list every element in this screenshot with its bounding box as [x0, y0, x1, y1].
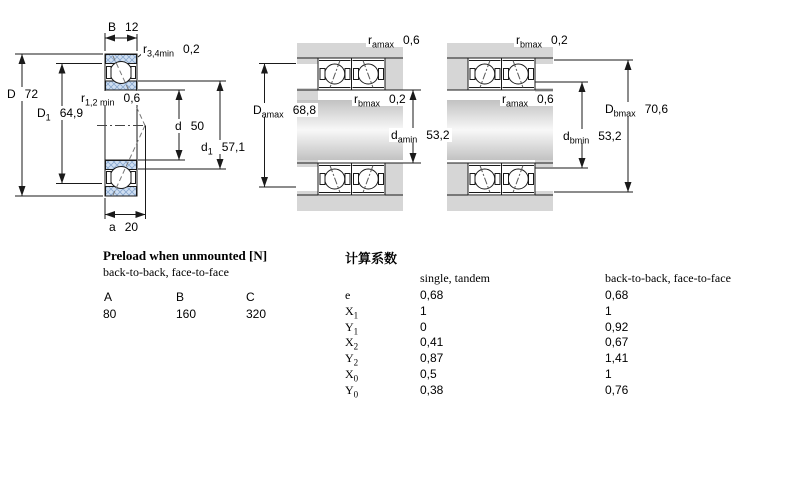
- factor-row: [345, 288, 785, 304]
- preload-value: 160: [176, 307, 197, 321]
- factor-value-single: 0,68: [420, 288, 444, 302]
- dim-label-ramax-mid: $r_{amax}$ 0,6: [502, 92, 554, 109]
- factor-value-paired: 0,92: [605, 319, 629, 334]
- factor-symbol: $X_1$: [345, 303, 359, 321]
- factor-value-single: 0,87: [420, 351, 444, 366]
- preload-col-header: B: [176, 290, 185, 304]
- factor-row: [345, 383, 785, 399]
- factors-col2-header: back-to-back, face-to-face: [605, 271, 731, 285]
- dim-label-B: B 12: [108, 20, 139, 34]
- preload-value: 80: [103, 307, 117, 321]
- dim-label-Dbmax: $D_{bmax}$ 70,6: [605, 102, 669, 119]
- factor-value-paired: 0,68: [605, 288, 629, 302]
- factor-row: [345, 351, 785, 367]
- dim-label-dbmin: $d_{bmin}$ 53,2: [563, 129, 622, 146]
- factor-value-single: 1: [420, 303, 427, 318]
- factor-symbol: e: [345, 288, 351, 302]
- factor-symbol: $X_0$: [345, 366, 359, 384]
- dim-label-d: d 50: [175, 119, 205, 133]
- factor-value-paired: 1,41: [605, 351, 629, 366]
- calculation-factors-table: [345, 248, 785, 408]
- preload-subtitle: back-to-back, face-to-face: [103, 265, 229, 279]
- preload-title: Preload when unmounted [N]: [103, 248, 268, 263]
- preload-col-header: A: [104, 290, 113, 304]
- dim-label-d1: $d_1$ 57,1: [201, 140, 246, 157]
- factor-value-single: 0,41: [420, 335, 444, 350]
- preload-value: 320: [246, 307, 267, 321]
- factors-title: 计算系数: [345, 251, 398, 266]
- factor-row: [345, 320, 785, 336]
- shaft-mount-diagram: [259, 43, 421, 211]
- dim-label-damin: $d_{amin}$ 53,2: [391, 128, 450, 145]
- factor-symbol: $Y_2$: [345, 351, 359, 368]
- factor-value-single: 0,38: [420, 382, 444, 397]
- factor-symbol: $Y_0$: [345, 382, 359, 400]
- dim-label-r12min: $r_{1,2 min}$ 0,6: [81, 91, 141, 108]
- factor-value-paired: 1: [605, 366, 612, 381]
- preload-col-header: C: [246, 290, 255, 304]
- dim-label-r34min: $r_{3,4min}$ 0,2: [143, 42, 200, 59]
- dim-label-Damax: $D_{amax}$ 68,8: [253, 103, 317, 120]
- factor-value-single: 0,5: [420, 366, 437, 381]
- preload-table: [103, 248, 333, 338]
- factor-row: [345, 367, 785, 383]
- factor-row: [345, 304, 785, 320]
- dim-label-rbmax-top: $r_{bmax}$ 0,2: [516, 33, 568, 50]
- dim-label-a: a 20: [109, 220, 139, 234]
- factor-row: [345, 335, 785, 351]
- factor-value-single: 0: [420, 319, 427, 334]
- housing-mount-diagram: [447, 43, 633, 211]
- dim-label-D1: $D_1$ 64,9: [37, 106, 84, 123]
- factor-symbol: $Y_1$: [345, 319, 359, 336]
- dim-label-rbmax-mid: $r_{bmax}$ 0,2: [354, 92, 406, 109]
- factors-col1-header: single, tandem: [420, 271, 490, 285]
- factor-symbol: $X_2$: [345, 335, 359, 352]
- factor-value-paired: 0,76: [605, 382, 629, 397]
- factor-value-paired: 1: [605, 303, 612, 318]
- factors-rows: [345, 288, 785, 399]
- dim-label-D: D 72: [7, 87, 39, 101]
- dim-label-ramax-top: $r_{amax}$ 0,6: [368, 33, 420, 50]
- factor-value-paired: 0,67: [605, 335, 629, 350]
